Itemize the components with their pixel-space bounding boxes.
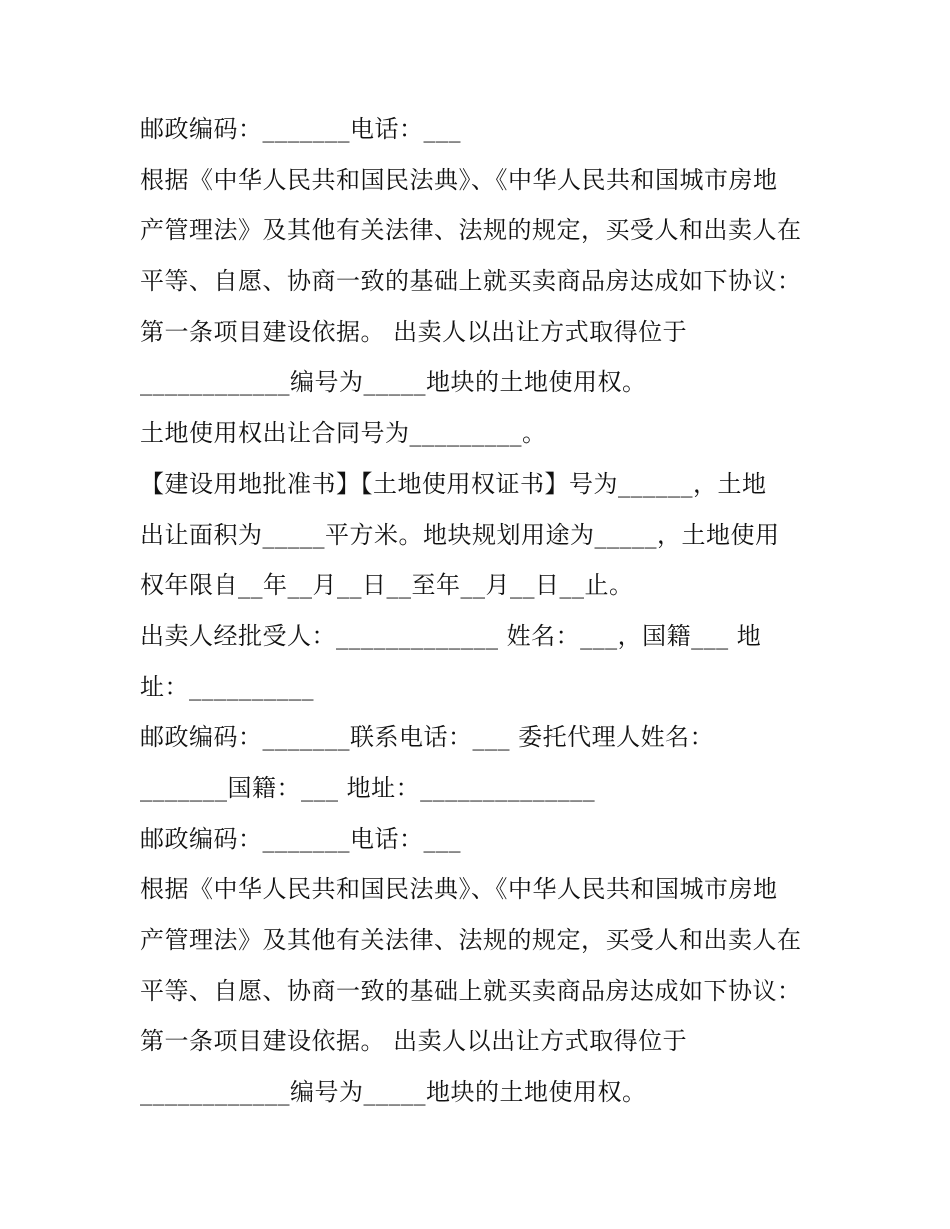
text-line: 【建设用地批准书】【土地使用权证书】号为______，土地 xyxy=(140,469,767,498)
text-line: 平等、自愿、协商一致的基础上就买卖商品房达成如下协议： xyxy=(140,976,802,1005)
text-line: 址：__________ xyxy=(140,672,314,701)
text-line-postal-phone: 邮政编码：_______电话：___ xyxy=(140,824,461,853)
text-line: ____________编号为_____地块的土地使用权。 xyxy=(140,1078,647,1107)
text-line: 出让面积为_____平方米。地块规划用途为_____，土地使用 xyxy=(140,520,780,549)
text-line-article-one: 第一条项目建设依据。 出卖人以出让方式取得位于 xyxy=(140,317,688,346)
text-line: 产管理法》及其他有关法律、法规的规定，买受人和出卖人在 xyxy=(140,216,802,245)
text-line: 产管理法》及其他有关法律、法规的规定，买受人和出卖人在 xyxy=(140,926,802,954)
text-line: 平等、自愿、协商一致的基础上就买卖商品房达成如下协议： xyxy=(140,267,802,296)
text-line-postal-phone: 邮政编码：_______电话：___ xyxy=(140,115,461,143)
text-line: 根据《中华人民共和国民法典》、《中华人民共和国城市房地 xyxy=(140,165,778,194)
text-line: 根据《中华人民共和国民法典》、《中华人民共和国城市房地 xyxy=(140,875,778,904)
text-line: 邮政编码：_______联系电话：___ 委托代理人姓名： xyxy=(140,723,715,752)
text-line-article-one: 第一条项目建设依据。 出卖人以出让方式取得位于 xyxy=(140,1027,688,1056)
text-line: 权年限自__年__月__日__至年__月__日__止。 xyxy=(140,571,634,600)
text-line: _______国籍：___ 地址：______________ xyxy=(140,773,596,802)
text-line: 土地使用权出让合同号为_________。 xyxy=(140,419,547,448)
document-body xyxy=(140,104,820,1118)
text-line: ____________编号为_____地块的土地使用权。 xyxy=(140,368,647,397)
text-line: 出卖人经批受人：_____________ 姓名：___，国籍___ 地 xyxy=(140,621,762,650)
